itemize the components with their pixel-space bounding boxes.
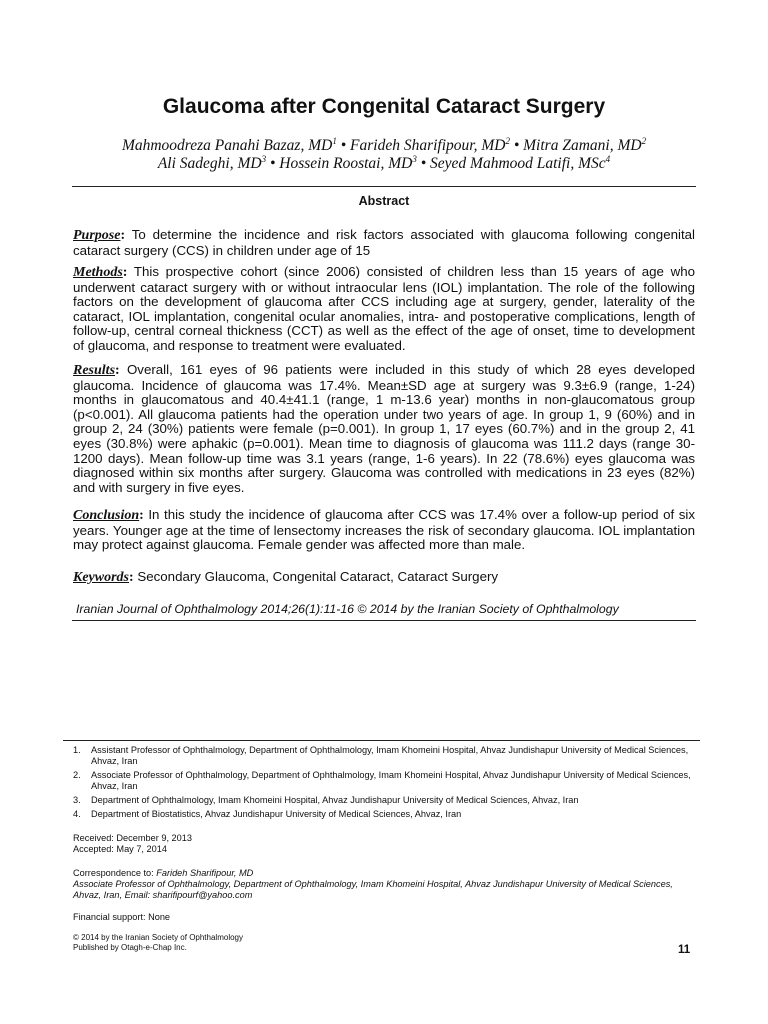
footnote-item bbox=[73, 809, 695, 820]
results-label: Results bbox=[73, 363, 116, 378]
conclusion-label: Conclusion bbox=[73, 508, 140, 523]
author-line-2 bbox=[0, 155, 768, 173]
footnote-item bbox=[73, 745, 695, 767]
author-separator: • bbox=[336, 137, 351, 154]
author-name: Seyed Mahmood Latifi, MSc bbox=[430, 155, 606, 172]
author-list bbox=[0, 137, 768, 173]
abstract-conclusion: Conclusion: In this study the incidence of glaucoma after CCS was 17.4% over a follow-up period of six years. Younger age at the time of lensectomy increases the risk of secondary glaucoma. IOL implantation may protect against glaucoma. Female gender was affected more than male. bbox=[73, 507, 695, 553]
author-line-1 bbox=[0, 137, 768, 155]
footnote-text: Associate Professor of Ophthalmology, Department of Ophthalmology, Imam Khomeini Hospital, Ahvaz Jundishapur University of Medical Sciences, Ahvaz, Iran bbox=[91, 770, 691, 791]
abstract-results: Results: Overall, 161 eyes of 96 patients were included in this study of which 28 eyes developed glaucoma. Incidence of glaucoma was 17.4%. Mean±SD age at surgery was 9.3±6.9 (range, 1-24) months in glaucomatous and 40.4±41.1 (range, 1 m-13.6 year) months in non-glaucomatous group (p<0.001). All glaucoma patients had the operation under two years of age. In group 1, 9 (60%) and in group 2, 24 (30%) patients were female (p=0.001). In group 1, 17 eyes (60.7%) and in the group 2, 41 eyes (30.8%) were aphakic (p=0.001). Mean time to diagnosis of glaucoma was 111.2 days (range 30-1200 days). Mean follow-up time was 3.1 years (range, 1-6 years). In 22 (78.6%) eyes glaucoma was diagnosed within six months after surgery. Glaucoma was controlled with medications in 23 eyes (82%) and with surgery in five eyes. bbox=[73, 362, 695, 495]
keywords-text: Secondary Glaucoma, Congenital Cataract, Cataract Surgery bbox=[133, 569, 499, 584]
footnote-number: 3. bbox=[73, 795, 81, 805]
footnote-number: 2. bbox=[73, 770, 81, 780]
purpose-label: Purpose bbox=[73, 228, 121, 243]
journal-citation: Iranian Journal of Ophthalmology 2014;26(1):11-16 © 2014 by the Iranian Society of Ophthalmology bbox=[76, 602, 619, 616]
dates-block bbox=[73, 833, 695, 855]
correspondence-name: Farideh Sharifipour, MD bbox=[156, 868, 254, 878]
copyright-line: © 2014 by the Iranian Society of Ophthalmology bbox=[73, 933, 243, 942]
purpose-text: To determine the incidence and risk factors associated with glaucoma following congenital cataract surgery (CCS) in children under age of 15 bbox=[73, 227, 695, 258]
author-name: Ali Sadeghi, MD bbox=[157, 155, 262, 172]
conclusion-text: In this study the incidence of glaucoma after CCS was 17.4% over a follow-up period of six years. Younger age at the time of lensectomy increases the risk of secondary glaucoma. IOL implantation may protect against glaucoma. Female gender was affected more than male. bbox=[73, 507, 695, 553]
copyright-block bbox=[73, 933, 243, 952]
correspondence-label: Correspondence to: bbox=[73, 868, 157, 878]
footnote-rule bbox=[63, 740, 700, 741]
author-affiliation: 2 bbox=[505, 135, 510, 146]
methods-text: This prospective cohort (since 2006) consisted of children less than 15 years of age who underwent cataract surgery with or without intraocular lens (IOL) implantation. The role of the following factors on the development of glaucoma after CCS including age at surgery, gender, laterality of the cataract, IOL implantation, congenital ocular anomalies, intra- and postoperative complications, length of follow-up, central corneal thickness (CCT) as well as the effect of the age of onset, time to development of glaucoma, and response to treatment were evaluated. bbox=[73, 264, 695, 353]
author-affiliation: 4 bbox=[605, 153, 611, 164]
paper-title: Glaucoma after Congenital Cataract Surgery bbox=[162, 95, 606, 118]
correspondence-block bbox=[73, 868, 695, 901]
footnote-text: Department of Biostatistics, Ahvaz Jundishapur University of Medical Sciences, Ahvaz, Iran bbox=[91, 809, 462, 819]
publisher-line: Published by Otagh-e-Chap Inc. bbox=[73, 942, 187, 952]
author-affiliation: 1 bbox=[332, 135, 337, 146]
author-affiliation: 2 bbox=[641, 135, 647, 146]
footnote-text: Department of Ophthalmology, Imam Khomeini Hospital, Ahvaz Jundishapur University of Medical Sciences, Ahvaz, Iran bbox=[91, 795, 579, 805]
abstract-keywords: Keywords: Secondary Glaucoma, Congenital Cataract, Cataract Surgery bbox=[73, 569, 499, 585]
author-name: Farideh Sharifipour, MD bbox=[350, 137, 506, 154]
correspondence-details: Associate Professor of Ophthalmology, Department of Ophthalmology, Imam Khomeini Hospital, Ahvaz Jundishapur University of Medical Sciences, Ahvaz, Iran, Email: sharifipourf@yahoo.com bbox=[73, 879, 673, 900]
abstract-purpose: Purpose: To determine the incidence and risk factors associated with glaucoma following congenital cataract surgery (CCS) in children under age of 15 bbox=[73, 227, 695, 258]
citation-rule bbox=[72, 620, 696, 621]
abstract-heading: Abstract bbox=[358, 194, 410, 208]
author-separator: • bbox=[509, 137, 524, 154]
author-affiliation: 3 bbox=[261, 153, 267, 164]
author-affiliation: 3 bbox=[412, 153, 417, 164]
financial-support: Financial support: None bbox=[73, 912, 171, 922]
footnote-text: Assistant Professor of Ophthalmology, Department of Ophthalmology, Imam Khomeini Hospital, Ahvaz Jundishapur University of Medical Sciences, Ahvaz, Iran bbox=[91, 745, 689, 766]
footnote-item bbox=[73, 770, 695, 792]
author-separator: • bbox=[416, 155, 431, 172]
results-text: Overall, 161 eyes of 96 patients were included in this study of which 28 eyes developed glaucoma. Incidence of glaucoma was 17.4%. Mean±SD age at surgery was 9.3±6.9 (range, 1-24) months in glaucomatous and 40.4±41.1 (range, 1 m-13.6 year) months in non-glaucomatous group (p<0.001). All glaucoma patients had the operation under two years of age. In group 1, 9 (60%) and in group 2, 24 (30%) patients were female (p=0.001). In group 1, 17 eyes (60.7%) and in the group 2, 41 eyes (30.8%) were aphakic (p=0.001). Mean time to diagnosis of glaucoma was 111.2 days (range 30-1200 days). Mean follow-up time was 3.1 years (range, 1-6 years). In 22 (78.6%) eyes glaucoma was diagnosed within six months after surgery. Glaucoma was controlled with medications in 23 eyes (82%) and with surgery in five eyes. bbox=[73, 362, 695, 495]
footnote-number: 4. bbox=[73, 809, 81, 819]
accepted-date: Accepted: May 7, 2014 bbox=[73, 844, 167, 854]
author-name: Hossein Roostai, MD bbox=[279, 155, 413, 172]
abstract-methods: Methods: This prospective cohort (since 2006) consisted of children less than 15 years of age who underwent cataract surgery with or without intraocular lens (IOL) implantation. The role of the following factors on the development of glaucoma after CCS including age at surgery, gender, laterality of the cataract, IOL implantation, congenital ocular anomalies, intra- and postoperative complications, length of follow-up, central corneal thickness (CCT) as well as the effect of the age of onset, time to development of glaucoma, and response to treatment were evaluated. bbox=[73, 264, 695, 353]
abstract-top-rule bbox=[72, 186, 696, 187]
footnote-number: 1. bbox=[73, 745, 81, 755]
affiliation-footnotes bbox=[73, 745, 695, 823]
author-name: Mahmoodreza Panahi Bazaz, MD bbox=[121, 137, 333, 154]
keywords-label: Keywords bbox=[73, 570, 129, 585]
footnote-item bbox=[73, 795, 695, 806]
received-date: Received: December 9, 2013 bbox=[73, 833, 192, 843]
author-separator: • bbox=[266, 155, 280, 172]
page-number: 11 bbox=[678, 944, 691, 956]
author-name: Mitra Zamani, MD bbox=[523, 137, 642, 154]
methods-label: Methods bbox=[73, 265, 123, 280]
